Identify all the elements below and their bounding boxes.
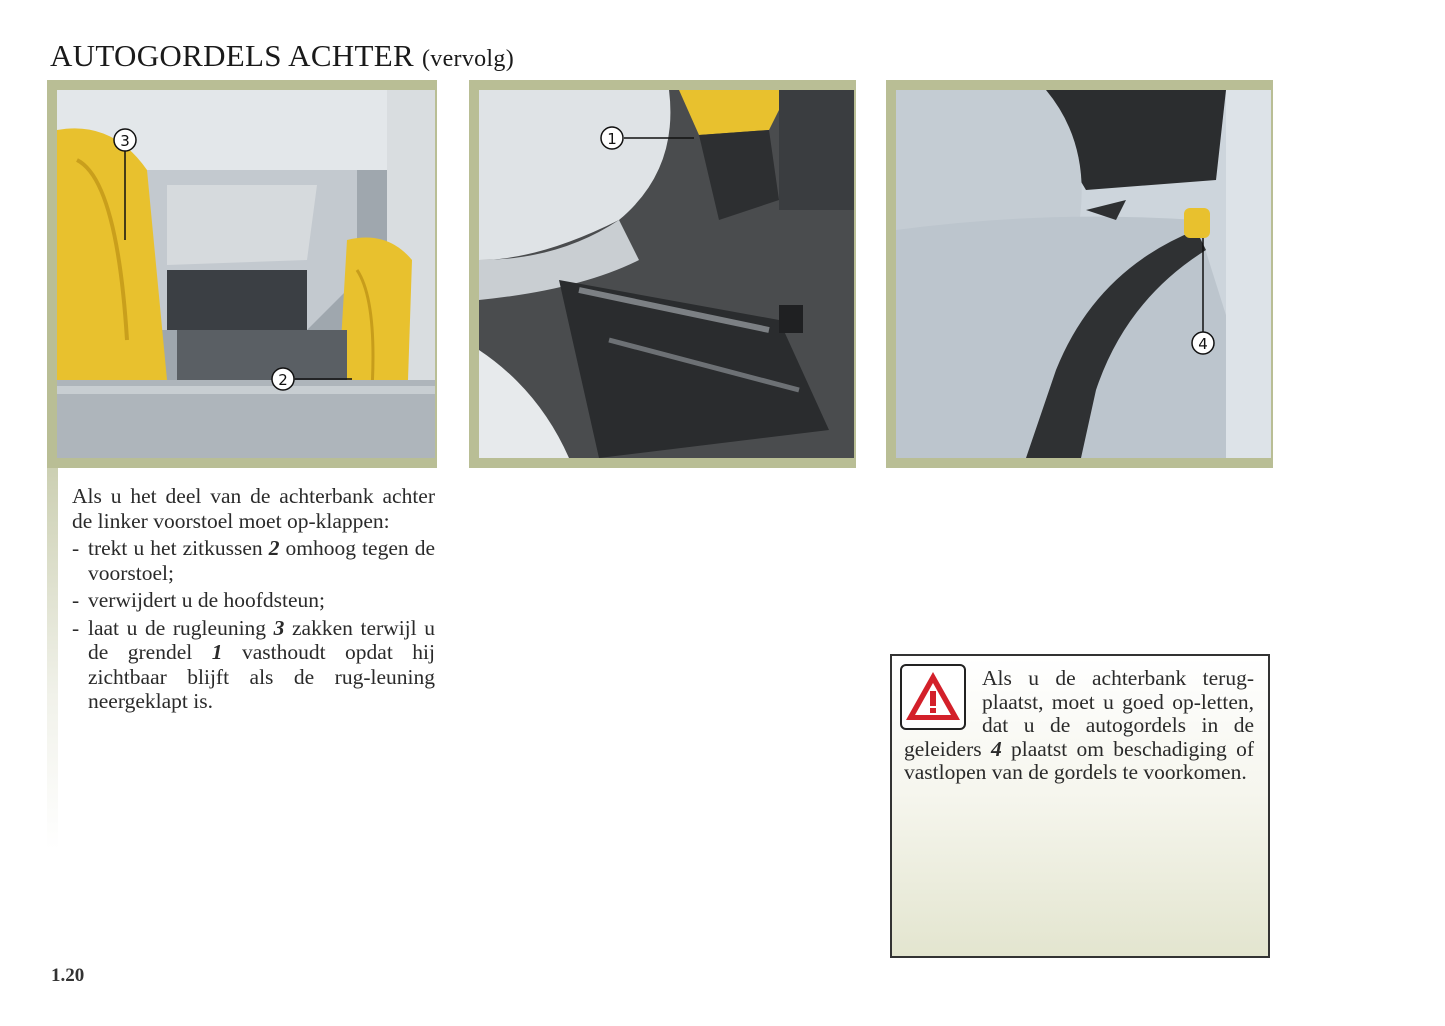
ref-3: 3 xyxy=(273,615,285,640)
svg-text:1: 1 xyxy=(607,130,617,148)
svg-text:3: 3 xyxy=(120,132,130,150)
step-2: - verwijdert u de hoofdsteun; xyxy=(72,588,435,613)
instructions-steps xyxy=(72,536,435,714)
callout-3 xyxy=(114,129,136,151)
warning-box xyxy=(890,654,1270,958)
title-subtitle: (vervolg) xyxy=(422,46,514,72)
seat-latch-illustration xyxy=(479,90,854,458)
seat-folded-illustration xyxy=(57,90,435,458)
belt-guide-illustration xyxy=(896,90,1271,458)
svg-text:4: 4 xyxy=(1198,335,1208,353)
page-title xyxy=(50,38,514,74)
callout-1 xyxy=(601,127,623,149)
instructions-text xyxy=(72,484,435,717)
page-number: 1.20 xyxy=(51,965,85,986)
ref-2: 2 xyxy=(268,536,280,560)
figure-seat-latch xyxy=(469,80,856,468)
callout-4 xyxy=(1192,332,1214,354)
step-3: - laat u de rugleuning 3 zakken terwijl u de grendel 1 vasthoudt opdat hij zichtbaar blijft als de rug-leuning neergeklapt is. xyxy=(72,616,435,714)
step-1: - trekt u het zitkussen 2 omhoog tegen de voorstoel; xyxy=(72,536,435,585)
ref-1: 1 xyxy=(211,640,223,664)
figure-seat-folded xyxy=(47,80,437,468)
figure-belt-guide xyxy=(886,80,1273,468)
warning-text: Als u de achterbank terug-plaatst, moet u goed op-letten, dat u de autogordels in de geleiders 4 plaatst om beschadiging of vastlopen van de gordels te voorkomen. xyxy=(904,666,1255,784)
callout-2 xyxy=(272,368,294,390)
svg-text:2: 2 xyxy=(278,371,288,389)
instructions-intro: Als u het deel van de achterbank achter de linker voorstoel moet op-klappen: xyxy=(72,484,435,533)
ref-4: 4 xyxy=(990,736,1002,761)
title-main: AUTOGORDELS ACHTER xyxy=(50,38,414,73)
